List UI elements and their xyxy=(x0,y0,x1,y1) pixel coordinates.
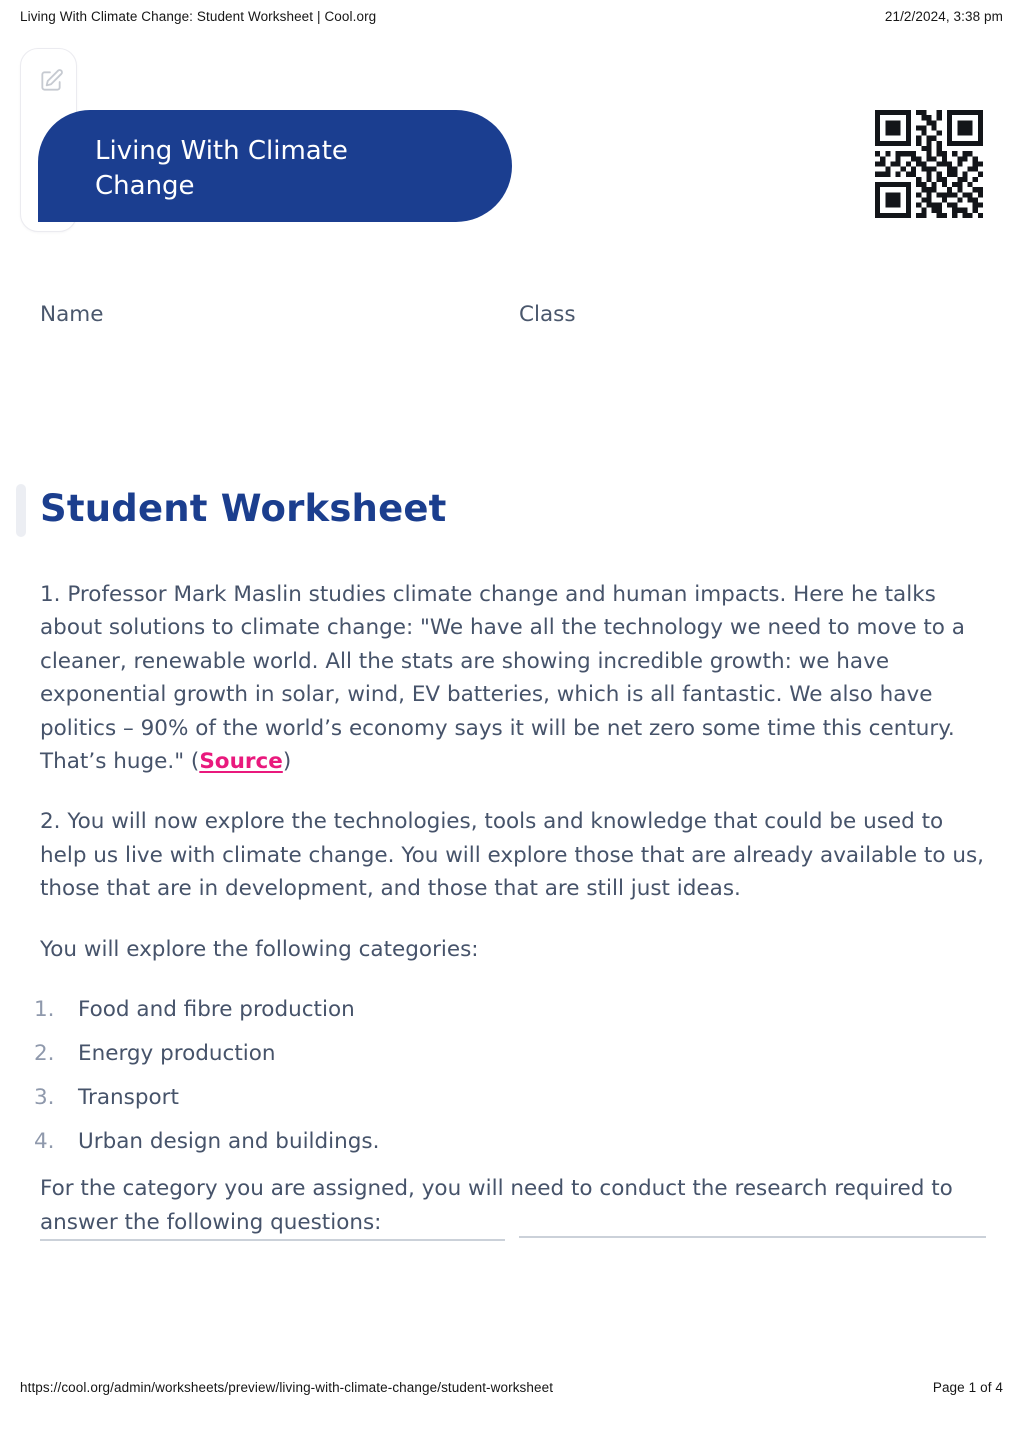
paragraph-1-close: ) xyxy=(282,749,292,775)
list-item xyxy=(34,1081,985,1114)
worksheet-title-banner xyxy=(38,110,512,222)
print-footer-page: Page 1 of 4 xyxy=(932,1380,1003,1395)
list-label: Energy production xyxy=(78,1041,276,1067)
list-number: 4. xyxy=(34,1129,55,1155)
list-item xyxy=(34,993,985,1026)
list-item xyxy=(34,1037,985,1070)
paragraph-1 xyxy=(40,578,985,778)
list-number: 2. xyxy=(34,1041,55,1067)
list-item xyxy=(34,1125,985,1158)
table-rule-left xyxy=(40,1239,505,1241)
paragraph-1-text: 1. Professor Mark Maslin studies climate change and human impacts. Here he talks about solutions to climate change: "We have all the technology we need to move to a cleaner, renewable world. All the stats are showing incredible growth: we have exponential growth in solar, wind, EV batteries, which is all fantastic. We also have politics – 90% of the world’s economy says it will be net zero some time this century. That’s huge." ( xyxy=(40,582,965,775)
qr-code xyxy=(875,110,983,218)
closing-paragraph: For the category you are assigned, you will need to conduct the research required to answer the following questions: xyxy=(40,1176,953,1235)
list-number: 1. xyxy=(34,997,55,1023)
edit-icon xyxy=(38,68,64,94)
print-header-datetime: 21/2/2024, 3:38 pm xyxy=(884,9,1003,24)
print-footer xyxy=(20,1380,1003,1395)
print-header xyxy=(20,9,1003,24)
heading-accent-bar xyxy=(16,484,26,537)
list-label: Urban design and buildings. xyxy=(78,1129,380,1155)
list-number: 3. xyxy=(34,1085,55,1111)
print-header-title: Living With Climate Change: Student Worksheet | Cool.org xyxy=(20,9,377,24)
name-label: Name xyxy=(40,302,104,327)
table-rule-right xyxy=(519,1236,986,1238)
source-link[interactable]: Source xyxy=(199,749,283,775)
worksheet-body xyxy=(34,487,985,1266)
page-title-text: Student Worksheet xyxy=(40,487,447,530)
worksheet-title: Living With Climate Change xyxy=(95,136,348,201)
list-label: Food and fibre production xyxy=(78,997,355,1023)
categories-list xyxy=(34,993,985,1158)
paragraph-2: 2. You will now explore the technologies, tools and knowledge that could be used to help us live with climate change. You will explore those that are already available to us, those that are in development, and those that are still just ideas. xyxy=(40,809,984,902)
page-title xyxy=(40,487,985,531)
print-footer-url: https://cool.org/admin/worksheets/preview/living-with-climate-change/student-worksheet xyxy=(20,1380,554,1395)
class-label: Class xyxy=(519,302,576,327)
categories-intro: You will explore the following categories: xyxy=(40,936,479,962)
list-label: Transport xyxy=(78,1085,179,1111)
